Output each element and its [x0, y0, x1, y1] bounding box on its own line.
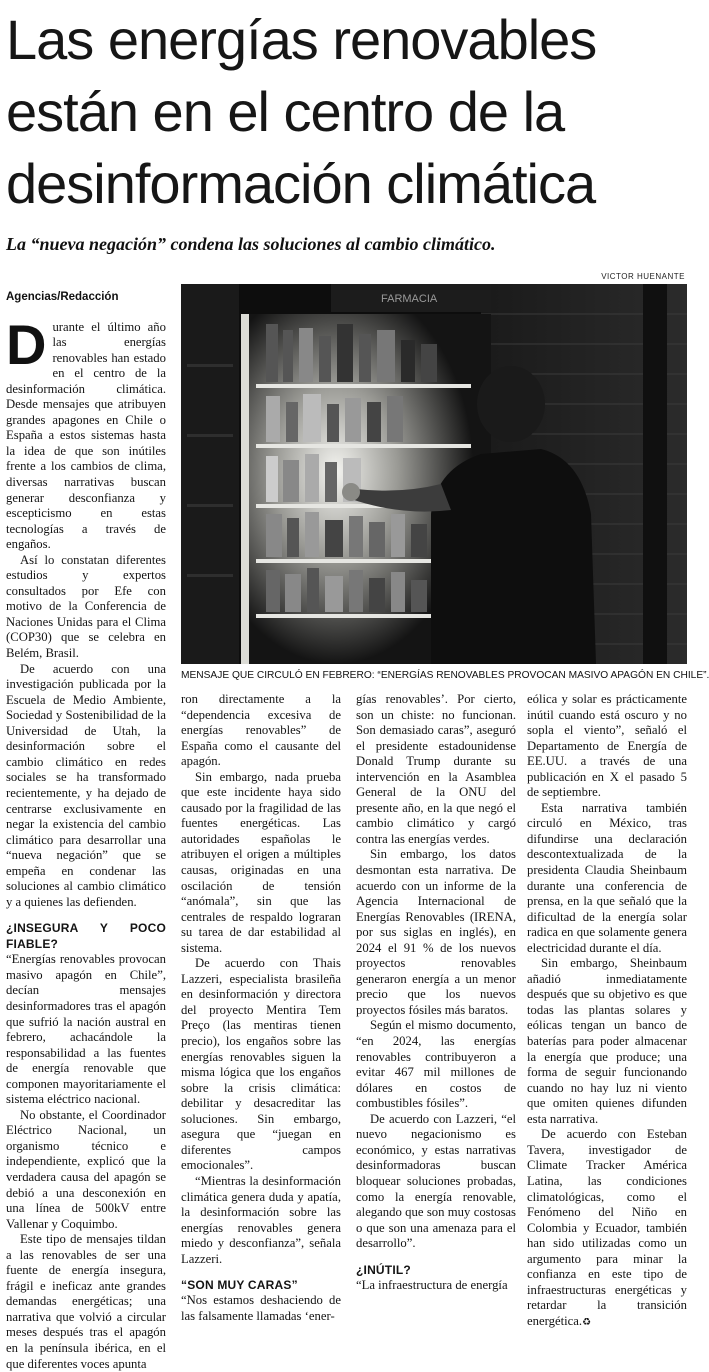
subheadline: La “nueva negación” condena las soluciones al cambio climático. — [6, 234, 496, 254]
article-column-2 — [181, 692, 341, 1324]
headline-line-1: Las energías renovables — [6, 8, 597, 71]
byline: Agencias/Redacción — [6, 291, 119, 303]
headline — [6, 4, 690, 220]
article-photo — [181, 284, 687, 664]
paragraph-8: De acuerdo con Thais Lazzeri, especialista brasileña en desinformación y directora del proyecto Mentira Tem Preço (las mentiras tienen precio), los engaños sobre las energías renovables siguen la misma lógica que los engaños sobre la crisis climática: debilitar y desacreditar las soluciones. Sin embargo, asegura que “juegan en diferentes campos emocionales”. — [181, 956, 341, 1173]
paragraph-10-start: “Nos estamos deshaciendo de las falsamente llamadas ‘ener- — [181, 1293, 341, 1323]
article-column-4 — [527, 692, 687, 1330]
paragraph-11: Sin embargo, los datos desmontan esta narrativa. De acuerdo con un informe de la Agencia Internacional de Energías Renovables (IRENA, por sus siglas en inglés), en 2024 el 91 % de los nuevos proyectos renovables generaron energía a un menor precio que los nuevos proyectos fósiles más baratos. — [356, 847, 516, 1017]
paragraph-5: No obstante, el Coordinador Eléctrico Nacional, un organismo técnico e independiente, explicó que la verdadera causa del apagón se debió a una desconexión en una línea de 500kV entre Vallenar y Coquimbo. — [6, 1107, 166, 1231]
photo-caption: MENSAJE QUE CIRCULÓ EN FEBRERO: “ENERGÍAS RENOVABLES PROVOCAN MASIVO APAGÓN EN CHILE”. — [181, 670, 709, 681]
article-column-1 — [6, 290, 166, 1372]
headline-line-2: están en el centro de la — [6, 80, 565, 143]
pharmacy-photo-illustration — [181, 284, 687, 664]
paragraph-6 — [6, 1232, 166, 1372]
paragraph-6-part-1: Este tipo de mensajes tildan a las renovables de ser una fuente de energía insegura, frágil e ineficaz ante grandes demandas energéticas; una narrativa que volvió a circular meses después tras el apagón en la península ibérica, en el que diferentes voces apunta — [6, 1232, 166, 1371]
paragraph-17-text: De acuerdo con Esteban Tavera, investigador de Climate Tracker América Latina, las condiciones climatológicas, como el Fenómeno del Niño en Colombia y Ecuador, también han sido utilizadas como un argumento para minar la confianza en este tipo de infraestructuras energéticas y retardar la transición energética. — [527, 1127, 687, 1328]
drop-cap: D — [6, 312, 47, 376]
paragraph-3: De acuerdo con una investigación publicada por la Escuela de Medio Ambiente, Sociedad y Sostenibilidad de la Universidad de Utah, la desinformación sobre el cambio climático en redes sociales se ha transformado recientemente, y ha dejado de centrarse exclusivamente en negar la existencia del cambio climático para desarrollar una “nueva negación” que se empeña en condenar las soluciones al cambio climático y a quienes las defienden. — [6, 661, 166, 909]
section-heading-3: ¿INÚTIL? — [356, 1262, 411, 1277]
paragraph-2: Así lo constatan diferentes estudios y expertos consultados por Efe con motivo de la Conferencia de Naciones Unidas para el Clima (COP30) que se celebra en Belém, Brasil. — [6, 552, 166, 661]
paragraph-6-continued: ron directamente a la “dependencia excesiva de energías renovables” de España como el causante del apagón. — [181, 692, 341, 769]
paragraph-14-continued: eólica y solar es prácticamente inútil cuando está oscuro y no sopla el viento”, señaló el Departamento de Energía de EE.UU. a través de una publicación en X el pasado 5 de septiembre. — [527, 692, 687, 800]
paragraph-14-start: “La infraestructura de energía — [356, 1277, 508, 1292]
paragraph-12: Según el mismo documento, “en 2024, las energías renovables contribuyeron a evitar 467 mil millones de dólares en costos de combustibles fósiles”. — [356, 1018, 516, 1111]
paragraph-4: “Energías renovables provocan masivo apagón en Chile”, decían mensajes desinformadores tras el apagón que sufrió la nación austral en febrero, achacándole la responsabilidad a las fuentes de energía renovable que componen mayoritariamente el sistema eléctrico nacional. — [6, 952, 166, 1107]
paragraph-10-continued: gías renovables’. Por cierto, son un chiste: no funcionan. Son demasiado caras”, aseguró el presidente estadounidense Donald Trump durante su intervención en la Asamblea General de la ONU del presente año, en la que negó el cambio climático y cargó contra las energías verdes. — [356, 692, 516, 846]
photo-credit: VICTOR HUENANTE — [601, 272, 685, 281]
paragraph-9: “Mientras la desinformación climática genera duda y apatía, la desinformación sobre las energías renovables genera miedo y desconfianza”, señala Lazzeri. — [181, 1173, 341, 1266]
section-heading-2: “SON MUY CARAS” — [181, 1278, 298, 1293]
paragraph-1 — [6, 312, 166, 553]
paragraph-1-text: urante el último año las energías renovables han estado en el centro de la desinformación climática. Desde mensajes que atribuyen grandes apagones en Chile o España a estos sistemas hasta la idea de que son inútiles frente a los cambios de clima, diversas narrativas buscan generar desconfianza y escepticismo en estas tecnologías a través de engaños. — [6, 319, 166, 552]
paragraph-13: De acuerdo con Lazzeri, “el nuevo negacionismo es económico, y estas narrativas desinformadoras buscan bloquear soluciones probadas, como la energía renovable, alegando que son muy costosas o que son una amenaza para el desarrollo”. — [356, 1111, 516, 1251]
headline-line-3: desinformación climática — [6, 152, 596, 215]
paragraph-17 — [527, 1127, 687, 1330]
paragraph-15: Esta narrativa también circuló en México, tras difundirse una declaración descontextualizada de la presidenta Claudia Sheinbaum durante una conferencia de prensa, en la que señaló que la dificultad de la energía solar radica en que solamente genera electricidad durante el día. — [527, 800, 687, 955]
article-column-3 — [356, 692, 516, 1293]
store-sign: FARMACIA — [381, 293, 438, 305]
section-heading-1: ¿INSEGURA Y POCO FIABLE? — [6, 921, 166, 952]
end-mark-icon: ♻ — [582, 1316, 592, 1328]
paragraph-16: Sin embargo, Sheinbaum añadió inmediatamente después que su objetivo es que todas las plantas solares y eólicas tengan un banco de baterías para poder almacenar la energía que produce; una forma de seguir funcionando cuando no hay luz ni viento que omiten quienes difunden esta narrativa. — [527, 956, 687, 1126]
paragraph-7: Sin embargo, nada prueba que este incidente haya sido causado por la fragilidad de las fuentes energéticas. Las autoridades españolas le atribuyen el origen a múltiples causas, originadas en una oscilación de tensión “anómala”, sin que las centrales de respaldo lograran su tarea de dar estabilidad al sistema. — [181, 769, 341, 955]
